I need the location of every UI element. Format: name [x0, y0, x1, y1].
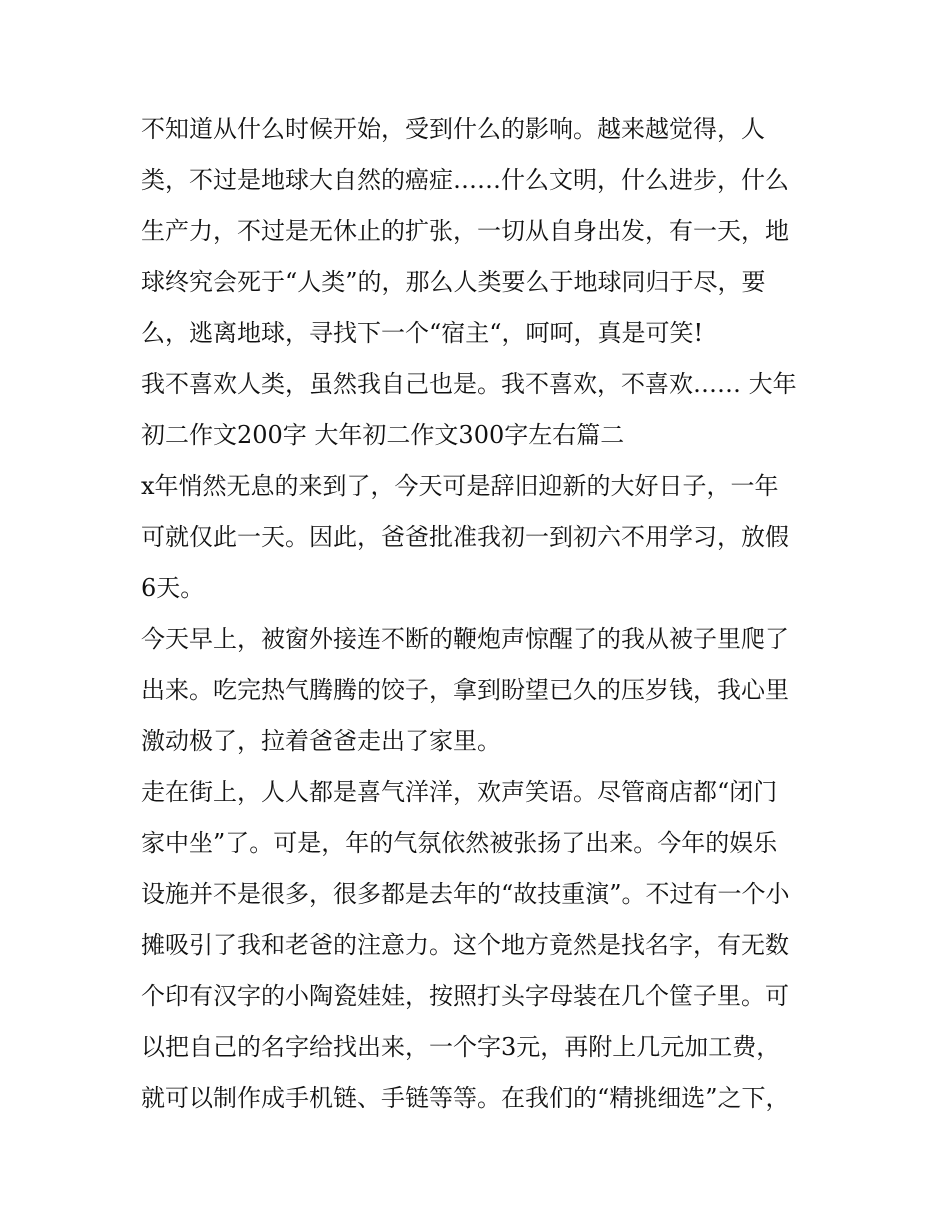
- text-line: 初二作文200字 大年初二作文300字左右篇二: [141, 421, 625, 449]
- text-line: 我不喜欢人类，虽然我自己也是。我不喜欢，不喜欢…… 大年: [141, 370, 797, 398]
- text-line: 类，不过是地球大自然的癌症……什么文明，什么进步，什么: [141, 166, 789, 194]
- text-line: 生产力，不过是无休止的扩张，一切从自身出发，有一天，地: [141, 217, 789, 245]
- text-line: 摊吸引了我和老爸的注意力。这个地方竟然是找名字，有无数: [141, 931, 789, 959]
- text-line: 可就仅此一天。因此，爸爸批准我初一到初六不用学习，放假: [141, 523, 789, 551]
- text-line: 设施并不是很多，很多都是去年的“故技重演”。不过有一个小: [141, 880, 790, 908]
- text-line: 家中坐”了。可是，年的气氛依然被张扬了出来。今年的娱乐: [141, 829, 778, 857]
- text-line: 就可以制作成手机链、手链等等。在我们的“精挑细选”之下，: [141, 1084, 790, 1112]
- text-line: 以把自己的名字给找出来，一个字3元，再附上几元加工费，: [141, 1033, 781, 1061]
- document-body: [141, 104, 813, 1124]
- text-line: 球终究会死于“人类”的，那么人类要么于地球同归于尽，要: [141, 268, 766, 296]
- text-line: 6天。: [141, 574, 205, 602]
- text-line: 不知道从什么时候开始，受到什么的影响。越来越觉得，人: [141, 115, 765, 143]
- text-line: 个印有汉字的小陶瓷娃娃，按照打头字母装在几个筐子里。可: [141, 982, 789, 1010]
- text-line: 出来。吃完热气腾腾的饺子，拿到盼望已久的压岁钱，我心里: [141, 676, 789, 704]
- text-line: 今天早上，被窗外接连不断的鞭炮声惊醒了的我从被子里爬了: [141, 625, 789, 653]
- text-line: 走在街上，人人都是喜气洋洋，欢声笑语。尽管商店都“闭门: [141, 778, 778, 806]
- text-line: 么，逃离地球，寻找下一个“宿主“，呵呵，真是可笑!: [141, 319, 704, 347]
- text-line: 激动极了，拉着爸爸走出了家里。: [141, 727, 501, 755]
- text-line: x年悄然无息的来到了，今天可是辞旧迎新的大好日子，一年: [141, 472, 779, 500]
